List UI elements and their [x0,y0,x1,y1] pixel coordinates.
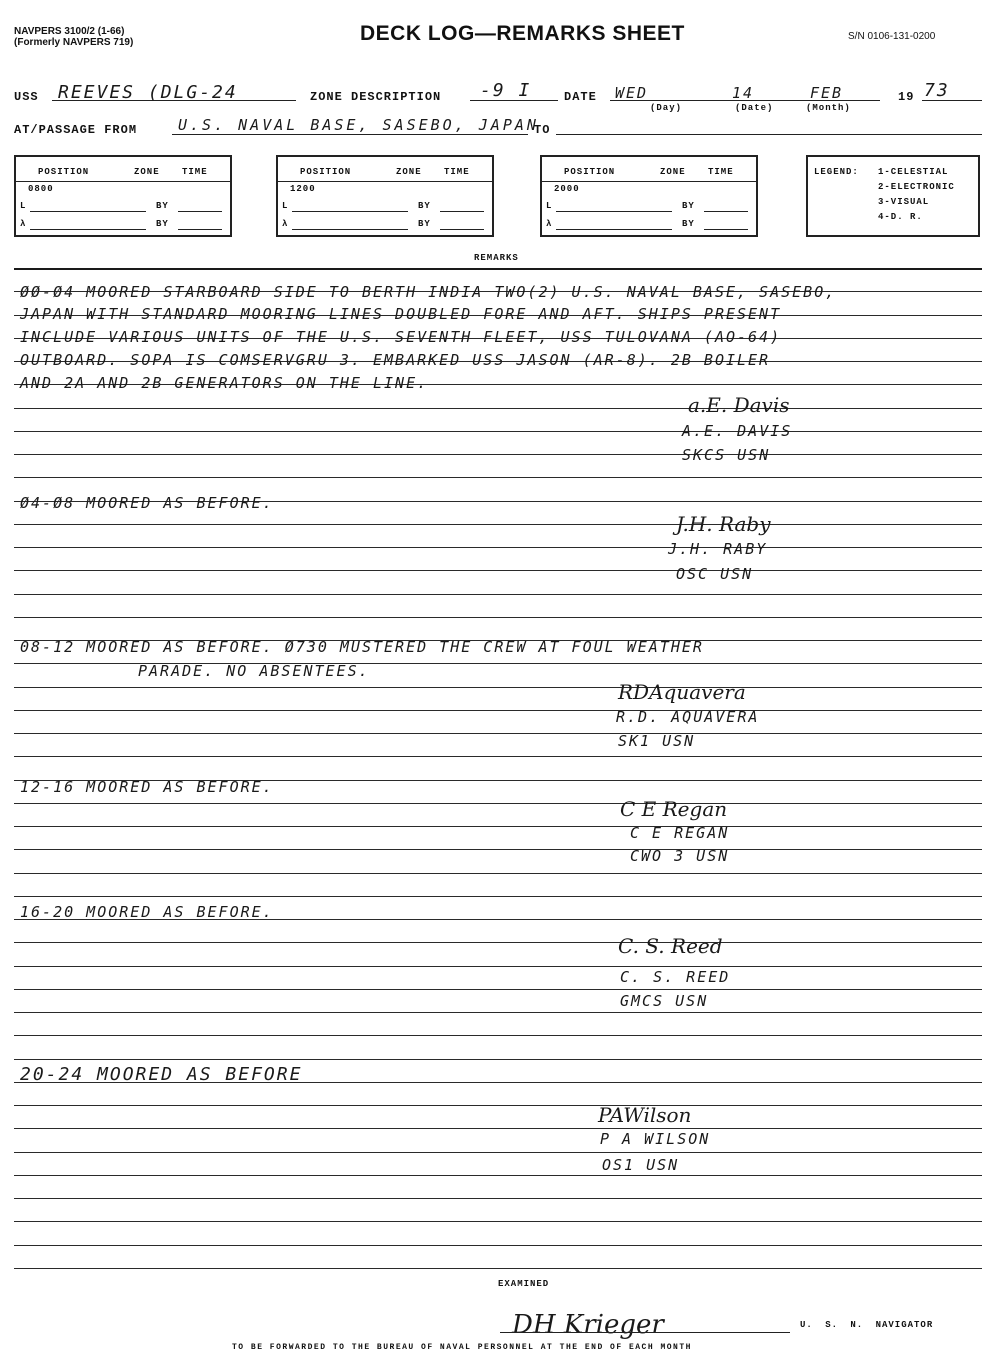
navigator-label: U. S. N. NAVIGATOR [800,1320,934,1330]
ruled-line [14,1128,982,1129]
day-caption: (Day) [650,103,683,113]
ruled-line [14,710,982,711]
uss-label: USS [14,90,39,104]
officer-name: C. S. REED [620,968,731,986]
ruled-line [14,989,982,990]
by-label: BY [682,219,695,229]
signature: PAWilson [598,1103,692,1127]
ruled-line [14,570,982,571]
pos-header-zone: ZONE [660,167,686,177]
year-prefix: 19 [898,90,915,104]
officer-rank: GMCS USN [620,992,709,1010]
ruled-line [14,1059,982,1060]
date-value: 14 [732,84,755,102]
lon-label: λ [282,219,289,229]
officer-name: R.D. AQUAVERA [616,708,760,726]
month-caption: (Month) [806,103,851,113]
pos-time: 2000 [554,184,580,194]
examiner-signature: DH Krieger [512,1310,664,1340]
legend-item: 1-CELESTIAL [878,167,949,177]
day-value: WED [615,84,649,102]
pos-header-position: POSITION [300,167,352,177]
year-suffix: 73 [924,80,950,101]
remark-line: AND 2A AND 2B GENERATORS ON THE LINE. [20,374,429,392]
ruled-line [14,477,982,478]
pos-time: 0800 [28,184,54,194]
ruled-line [14,1035,982,1036]
ruled-line [14,687,982,688]
examined-label: EXAMINED [498,1279,550,1289]
ruled-line [14,756,982,757]
remark-line: JAPAN WITH STANDARD MOORING LINES DOUBLED FORE AND AFT. SHIPS PRESENT [20,305,782,323]
by-label: BY [156,219,169,229]
ruled-line [14,733,982,734]
ruled-line [14,547,982,548]
by-label: BY [682,201,695,211]
pos-header-zone: ZONE [396,167,422,177]
officer-name: A.E. DAVIS [682,422,793,440]
ruled-line [14,826,982,827]
ruled-line [14,873,982,874]
passage-to-label: TO [534,123,551,137]
remark-line: 20-24 MOORED AS BEFORE [20,1064,303,1085]
page-title: DECK LOG—REMARKS SHEET [360,22,685,45]
form-formerly: (Formerly NAVPERS 719) [14,37,134,48]
by-label: BY [418,201,431,211]
passage-label: AT/PASSAGE FROM [14,123,138,137]
examiner-underline [500,1332,790,1333]
ruled-line [14,1245,982,1246]
legend-item: 3-VISUAL [878,197,930,207]
ruled-line [14,803,982,804]
remark-line: INCLUDE VARIOUS UNITS OF THE U.S. SEVENTH FLEET, USS TULOVANA (AO-64) [20,328,782,346]
ruled-line [14,524,982,525]
officer-rank: OSC USN [676,565,754,583]
legend-box [806,155,980,237]
remarks-label: REMARKS [474,253,519,263]
pos-header-position: POSITION [564,167,616,177]
legend-item: 2-ELECTRONIC [878,182,955,192]
by-label: BY [418,219,431,229]
pos-header-time: TIME [444,167,470,177]
pos-header-zone: ZONE [134,167,160,177]
signature: a.E. Davis [688,393,790,417]
signature: C E Regan [620,797,728,821]
lat-label: L [282,201,289,211]
ruled-line [14,942,982,943]
signature: RDAquavera [618,680,746,704]
ruled-line [14,1105,982,1106]
by-label: BY [156,201,169,211]
signature: C. S. Reed [618,934,723,958]
position-box-1200 [276,155,494,237]
ruled-line [14,1221,982,1222]
pos-header-position: POSITION [38,167,90,177]
ruled-line [14,1152,982,1153]
lon-label: λ [20,219,27,229]
pos-header-time: TIME [182,167,208,177]
pos-header-time: TIME [708,167,734,177]
ruled-line [14,617,982,618]
position-box-2000 [540,155,758,237]
remark-line: Ø4-Ø8 MOORED AS BEFORE. [20,494,274,512]
form-number: NAVPERS 3100/2 (1-66) [14,26,125,37]
remark-line: 16-20 MOORED AS BEFORE. [20,903,274,921]
passage-from: U.S. NAVAL BASE, SASEBO, JAPAN [178,116,539,134]
officer-rank: SKCS USN [682,446,771,464]
remark-line: OUTBOARD. SOPA IS COMSERVGRU 3. EMBARKED USS JASON (AR-8). 2B BOILER [20,351,771,369]
remark-line: PARADE. NO ABSENTEES. [138,662,370,680]
lon-label: λ [546,219,553,229]
ruled-line [14,966,982,967]
legend-label: LEGEND: [814,167,859,177]
zone-value: -9 I [480,80,532,101]
position-box-0800 [14,155,232,237]
date-caption: (Date) [735,103,774,113]
forward-note: TO BE FORWARDED TO THE BUREAU OF NAVAL PERSONNEL AT THE END OF EACH MONTH [232,1343,692,1352]
ruled-line [14,454,982,455]
signature: J.H. Raby [676,512,771,536]
legend-item: 4-D. R. [878,212,923,222]
ruled-line [14,1012,982,1013]
ruled-line [14,268,982,270]
ruled-line [14,849,982,850]
ship-name: REEVES (DLG-24 [58,82,238,103]
ruled-line [14,1268,982,1269]
remark-line: 12-16 MOORED AS BEFORE. [20,778,274,796]
passage-to-underline [556,134,982,135]
ruled-line [14,896,982,897]
date-label: DATE [564,90,597,104]
officer-rank: CWO 3 USN [630,847,730,865]
ruled-line [14,1198,982,1199]
officer-name: J.H. RABY [668,540,768,558]
ruled-line [14,408,982,409]
officer-rank: SK1 USN [618,732,696,750]
ruled-line [14,594,982,595]
officer-name: C E REGAN [630,824,730,842]
pos-time: 1200 [290,184,316,194]
passage-from-underline [172,134,528,135]
zone-label: ZONE DESCRIPTION [310,90,442,104]
remark-line: 08-12 MOORED AS BEFORE. Ø730 MUSTERED THE CREW AT FOUL WEATHER [20,638,704,656]
officer-rank: OS1 USN [602,1156,680,1174]
stock-number: S/N 0106-131-0200 [848,31,936,42]
remark-line: ØØ-Ø4 MOORED STARBOARD SIDE TO BERTH INDIA TWO(2) U.S. NAVAL BASE, SASEBO, [20,283,837,301]
ruled-line [14,1175,982,1176]
officer-name: P A WILSON [600,1130,711,1148]
month-value: FEB [810,84,844,102]
ruled-line [14,431,982,432]
lat-label: L [546,201,553,211]
lat-label: L [20,201,27,211]
